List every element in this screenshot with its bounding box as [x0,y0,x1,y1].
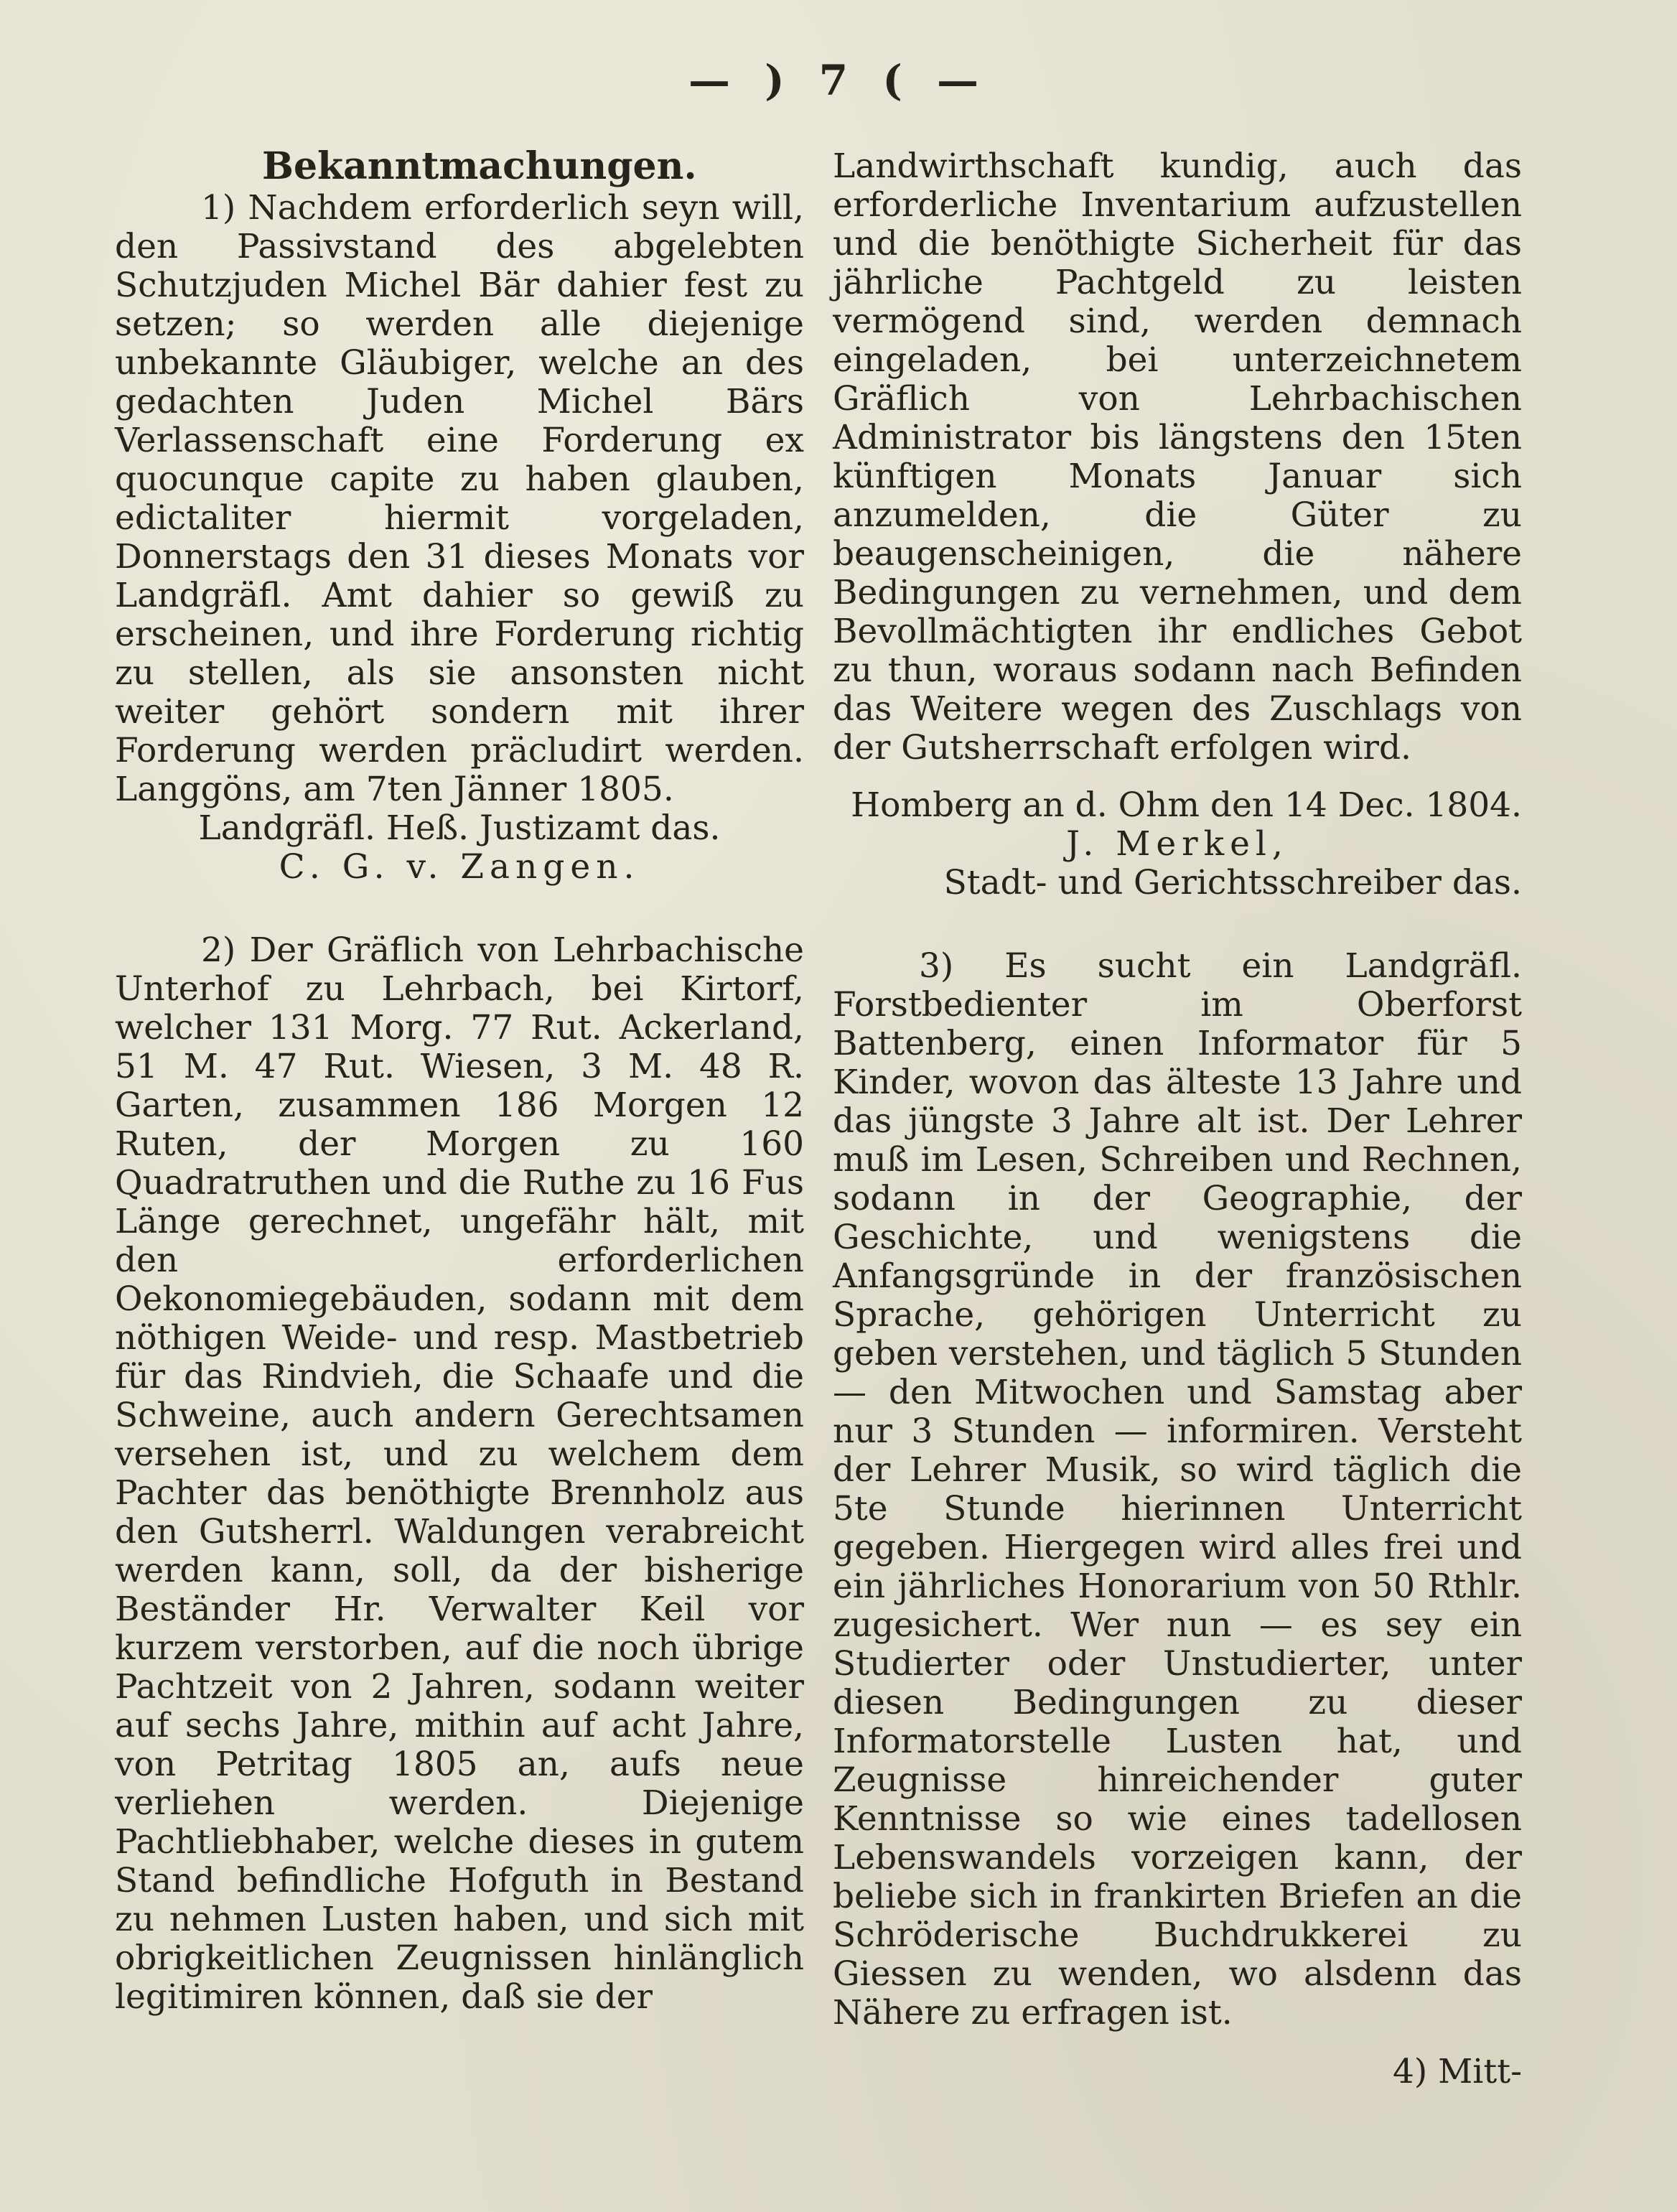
notice-2-place-date: Homberg an d. Ohm den 14 Dec. 1804. [851,785,1522,825]
notice-2-signer-title: Stadt- und Gerichtsschreiber das. [943,863,1522,902]
right-column [833,147,1522,2091]
notice-2-signer: J. Merkel, [1066,824,1289,864]
section-heading: Bekanntmachungen. [262,144,697,188]
notice-1-text: 1) Nachdem erforderlich seyn will, den Passivstand des abgelebten Schutzjuden Michel Bär dahier fest zu setzen; so werden alle diejenige unbekannte Gläubiger, welche an des gedachten Juden Michel Bärs Verlassenschaft eine Forderung ex quocunque capite zu haben glauben, edictaliter hiermit vorgeladen, Donnerstags den 31 dieses Monats vor Landgräfl. Amt dahier so gewiß zu erscheinen, und ihre Forderung richtig zu stellen, als sie ansonsten nicht weiter gehört sondern mit ihrer Forderung werden präcludirt werden. Langgöns, am 7ten Jänner 1805. [115,188,804,809]
page-header: — ) 7 ( — [688,56,989,105]
notice-2-text-part-2: Landwirthschaft kundig, auch das erforderliche Inventarium aufzustellen und die benöthigte Sicherheit für das jährliche Pachtgeld zu leisten vermögend sind, werden demnach eingeladen, bei unterzeichnetem Gräflich von Lehrbachischen Administrator bis längstens den 15ten künftigen Monats Januar sich anzumelden, die Güter zu beaugenscheinigen, die nähere Bedingungen zu vernehmen, und dem Bevollmächtigten ihr endliches Gebot zu thun, woraus sodann nach Befinden das Weitere wegen des Zuschlags von der Gutsherrschaft erfolgen wird. [833,146,1522,767]
notice-2-text-part-1: 2) Der Gräflich von Lehrbachische Unterhof zu Lehrbach, bei Kirtorf, welcher 131 Morg. 77 Rut. Ackerland, 51 M. 47 Rut. Wiesen, 3 M. 48 R. Garten, zusammen 186 Morgen 12 Ruten, der Morgen zu 160 Quadratruthen und die Ruthe zu 16 Fus Länge gerechnet, ungefähr hält, mit den erforderlichen Oekonomiegebäuden, sodann mit dem nöthigen Weide- und resp. Mastbetrieb für das Rindvieh, die Schaafe und die Schweine, auch andern Gerechtsamen versehen ist, und zu welchem dem Pachter das benöthigte Brennholz aus den Gutsherrl. Waldungen verabreicht werden kann, soll, da der bisherige Beständer Hr. Verwalter Keil vor kurzem verstorben, auf die noch übrige Pachtzeit von 2 Jahren, sodann weiter auf sechs Jahre, mithin auf acht Jahre, von Petritag 1805 an, aufs neue verliehen werden. Diejenige Pachtliebhaber, welche dieses in gutem Stand befindliche Hofguth in Bestand zu nehmen Lusten haben, und sich mit obrigkeitlichen Zeugnissen hinlänglich legitimiren können, daß sie der [115,930,804,2017]
left-column [115,144,804,2017]
catchword: 4) Mitt- [1393,2052,1522,2091]
notice-1-signature-name: C. G. v. Zangen. [279,847,640,887]
notice-1-signature-office: Landgräfl. Heß. Justizamt das. [198,808,721,848]
notice-3-text: 3) Es sucht ein Landgräfl. Forstbedienter im Oberforst Battenberg, einen Informator für 5 Kinder, wovon das älteste 13 Jahre und das jüngste 3 Jahre alt ist. Der Lehrer muß im Lesen, Schreiben und Rechnen, sodann in der Geographie, der Geschichte, und wenigstens die Anfangsgründe in der französischen Sprache, gehörigen Unterricht zu geben verstehen, und täglich 5 Stunden — den Mitwochen und Samstag aber nur 3 Stunden — informiren. Versteht der Lehrer Musik, so wird täglich die 5te Stunde hierinnen Unterricht gegeben. Hiergegen wird alles frei und ein jährliches Honorarium von 50 Rthlr. zugesichert. Wer nun — es sey ein Studierter oder Unstudierter, unter diesen Bedingungen zu dieser Informatorstelle Lusten hat, und Zeugnisse hinreichender guter Kenntnisse so wie eines tadellosen Lebenswandels vorzeigen kann, der beliebe sich in frankirten Briefen an die Schröderische Buchdrukkerei zu Giessen zu wenden, wo alsdenn das Nähere zu erfragen ist. [833,946,1522,2033]
